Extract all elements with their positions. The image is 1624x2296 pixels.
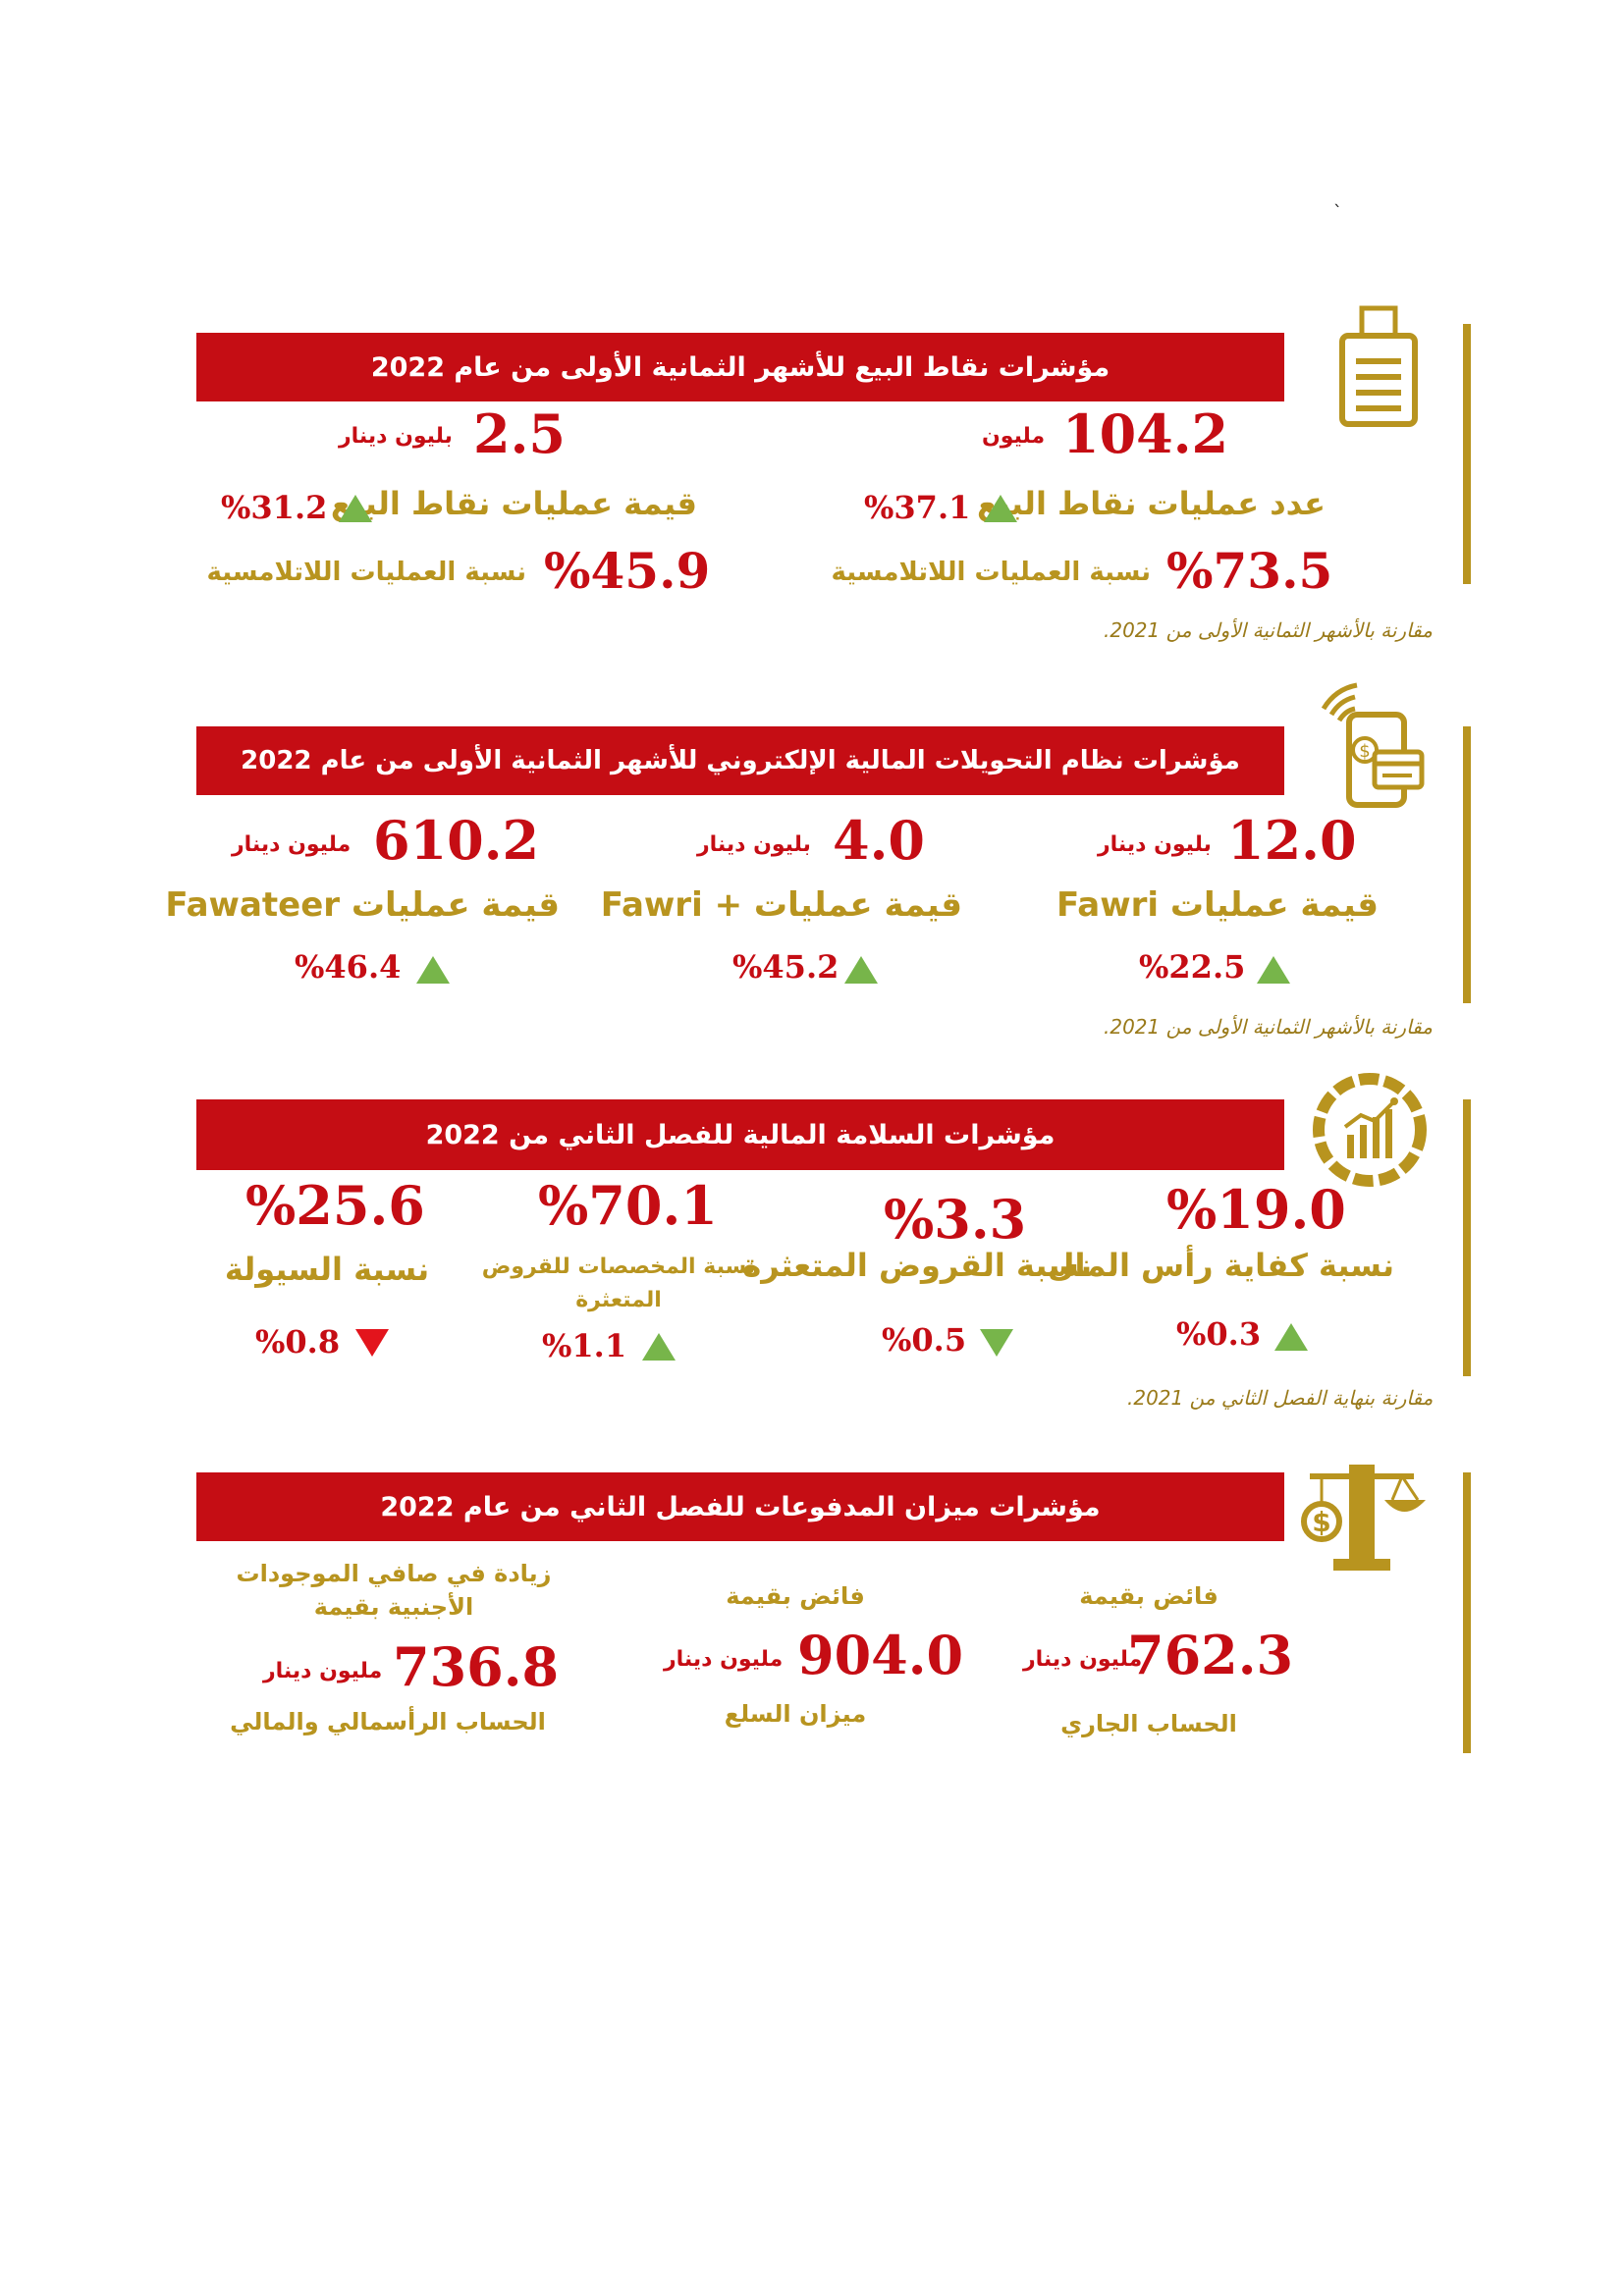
current-account-unit: مليون دينار <box>1023 1647 1143 1672</box>
trade-balance-label: ميزان السلع <box>724 1700 867 1728</box>
fawri-label: قيمة عمليات Fawri <box>1056 885 1379 925</box>
pos-value-value: 2.5 <box>473 402 566 465</box>
pos-count-value: 104.2 <box>1062 402 1229 465</box>
pos-section-banner: مؤشرات نقاط البيع للأشهر الثمانية الأولى من عام 2022 <box>196 333 1284 401</box>
fawri-unit: بليون دينار <box>1098 832 1212 857</box>
current-account-top: فائض بقيمة <box>1079 1582 1218 1610</box>
bop-section-banner: مؤشرات ميزان المدفوعات للفصل الثاني من عام 2022 <box>196 1472 1284 1541</box>
fawateer-value: 610.2 <box>373 809 540 872</box>
fawri-plus-change: %45.2 <box>732 948 839 986</box>
fawateer-change: %46.4 <box>295 948 402 986</box>
capital-adequacy-value: %19.0 <box>1166 1178 1346 1241</box>
stray-mark: ` <box>1333 202 1342 223</box>
capital-account-label: الحساب الرأسمالي والمالي <box>230 1708 546 1735</box>
pos-count-share-value: %73.5 <box>1166 542 1333 600</box>
trade-balance-top: فائض بقيمة <box>726 1582 865 1610</box>
fawri-plus-unit: بليون دينار <box>697 832 811 857</box>
trade-balance-unit: مليون دينار <box>664 1647 784 1672</box>
soundness-section-bar <box>1463 1099 1471 1376</box>
current-account-label: الحساب الجاري <box>1060 1710 1237 1737</box>
capital-adequacy-up-icon <box>1274 1323 1308 1351</box>
balance-scale-icon <box>1296 1461 1428 1578</box>
pos-value-share-label: نسبة العمليات اللاتلامسية <box>206 558 526 587</box>
fawri-change: %22.5 <box>1139 948 1246 986</box>
liquidity-ratio-change: %0.8 <box>255 1323 341 1361</box>
provisions-ratio-label: نسبة المخصصات للقروض المتعثرة <box>481 1255 756 1312</box>
fawri-plus-up-icon <box>844 956 878 984</box>
capital-account-unit: مليون دينار <box>263 1659 383 1683</box>
fawri-up-icon <box>1257 956 1290 984</box>
fawri-plus-value: 4.0 <box>833 809 925 872</box>
pos-count-unit: مليون <box>982 424 1046 449</box>
transfers-section-banner: مؤشرات نظام التحويلات المالية الإلكتروني للأشهر الثمانية الأولى من عام 2022 <box>196 726 1284 795</box>
npl-ratio-down-icon <box>980 1329 1013 1357</box>
provisions-ratio-change: %1.1 <box>542 1327 627 1364</box>
pos-count-share-label: نسبة العمليات اللاتلامسية <box>831 558 1151 587</box>
fawri-plus-label: قيمة عمليات + Fawri <box>600 885 962 925</box>
bop-section-bar <box>1463 1472 1471 1753</box>
current-account-value: 762.3 <box>1127 1624 1294 1686</box>
pos-value-unit: بليون دينار <box>339 424 453 449</box>
pos-value-share-value: %45.9 <box>544 542 711 600</box>
capital-account-value: 736.8 <box>393 1635 560 1698</box>
npl-ratio-change: %0.5 <box>882 1321 967 1359</box>
pos-section-bar <box>1463 324 1471 584</box>
fawateer-up-icon <box>416 956 450 984</box>
svg-text:$: $ <box>1359 741 1371 762</box>
fawri-value: 12.0 <box>1227 809 1357 872</box>
npl-ratio-label: نسبة القروض المتعثرة <box>742 1247 1092 1284</box>
transfers-comparison-note: مقارنة بالأشهر الثمانية الأولى من 2021. <box>1104 1015 1433 1039</box>
provisions-ratio-value: %70.1 <box>538 1174 718 1237</box>
capital-adequacy-change: %0.3 <box>1176 1315 1262 1353</box>
soundness-comparison-note: مقارنة بنهاية الفصل الثاني من 2021. <box>1127 1386 1434 1410</box>
pos-terminal-icon <box>1338 304 1419 430</box>
pos-count-up-icon <box>984 495 1017 522</box>
trade-balance-value: 904.0 <box>797 1624 964 1686</box>
pos-value-up-icon <box>339 495 372 522</box>
pos-count-label: عدد عمليات نقاط البيع <box>976 485 1326 522</box>
capital-account-top: زيادة في صافي الموجودات الأجنبية بقيمة <box>236 1560 552 1621</box>
fawateer-label: قيمة عمليات Fawateer <box>165 885 560 925</box>
fawateer-unit: مليون دينار <box>232 832 352 857</box>
pos-value-label: قيمة عمليات نقاط البيع <box>330 485 697 522</box>
pos-count-change: %37.1 <box>864 489 971 526</box>
mobile-payment-icon <box>1306 675 1432 813</box>
pos-comparison-note: مقارنة بالأشهر الثمانية الأولى من 2021. <box>1104 618 1433 642</box>
capital-adequacy-label: نسبة كفاية رأس المال <box>1047 1247 1394 1284</box>
liquidity-ratio-value: %25.6 <box>245 1174 425 1237</box>
liquidity-ratio-label: نسبة السيولة <box>224 1251 430 1288</box>
soundness-section-banner: مؤشرات السلامة المالية للفصل الثاني من 2022 <box>196 1099 1284 1170</box>
liquidity-ratio-down-icon <box>355 1329 389 1357</box>
financial-chart-icon <box>1306 1066 1434 1194</box>
provisions-ratio-up-icon <box>642 1333 676 1361</box>
svg-text:$: $ <box>1312 1506 1331 1538</box>
npl-ratio-value: %3.3 <box>884 1188 1027 1251</box>
pos-value-change: %31.2 <box>221 489 328 526</box>
transfers-section-bar <box>1463 726 1471 1003</box>
